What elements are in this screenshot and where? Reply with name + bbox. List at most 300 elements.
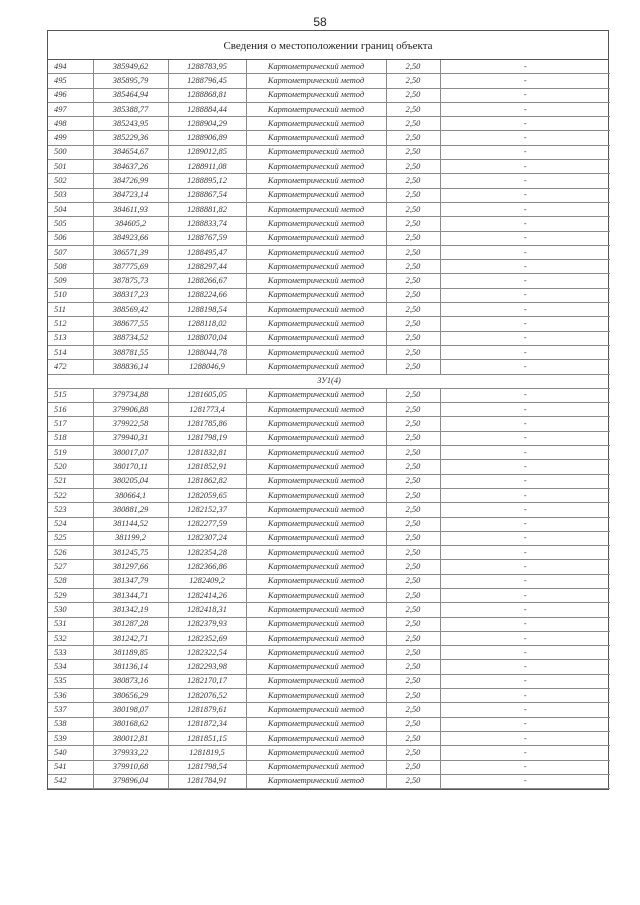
description: - xyxy=(440,703,610,717)
point-number: 497 xyxy=(48,102,93,116)
method: Картометрический метод xyxy=(246,331,386,345)
description: - xyxy=(440,131,610,145)
point-number: 529 xyxy=(48,588,93,602)
description: - xyxy=(440,403,610,417)
coord-y: 1288198,54 xyxy=(168,303,246,317)
table-row xyxy=(48,160,610,174)
description: - xyxy=(440,74,610,88)
method: Картометрический метод xyxy=(246,388,386,402)
coord-y: 1288046,9 xyxy=(168,360,246,374)
table-row xyxy=(48,646,610,660)
coord-x: 385229,36 xyxy=(93,131,168,145)
point-number: 524 xyxy=(48,517,93,531)
method: Картометрический метод xyxy=(246,145,386,159)
method: Картометрический метод xyxy=(246,288,386,302)
point-number: 521 xyxy=(48,474,93,488)
point-number: 533 xyxy=(48,646,93,660)
table-row xyxy=(48,660,610,674)
description: - xyxy=(440,546,610,560)
method: Картометрический метод xyxy=(246,646,386,660)
description: - xyxy=(440,731,610,745)
method: Картометрический метод xyxy=(246,88,386,102)
method: Картометрический метод xyxy=(246,360,386,374)
coord-x: 387875,73 xyxy=(93,274,168,288)
accuracy: 2,50 xyxy=(386,60,440,74)
table-row xyxy=(48,417,610,431)
point-number: 513 xyxy=(48,331,93,345)
coord-x: 381242,71 xyxy=(93,631,168,645)
method: Картометрический метод xyxy=(246,446,386,460)
accuracy: 2,50 xyxy=(386,303,440,317)
table-row xyxy=(48,460,610,474)
coord-x: 386571,39 xyxy=(93,245,168,259)
table-row xyxy=(48,488,610,502)
table-row xyxy=(48,360,610,374)
point-number: 538 xyxy=(48,717,93,731)
point-number: 539 xyxy=(48,731,93,745)
coord-y: 1281605,05 xyxy=(168,388,246,402)
method: Картометрический метод xyxy=(246,746,386,760)
accuracy: 2,50 xyxy=(386,117,440,131)
point-number: 531 xyxy=(48,617,93,631)
description: - xyxy=(440,145,610,159)
point-number: 519 xyxy=(48,446,93,460)
accuracy: 2,50 xyxy=(386,746,440,760)
description: - xyxy=(440,488,610,502)
description: - xyxy=(440,188,610,202)
method: Картометрический метод xyxy=(246,174,386,188)
coord-x: 384723,14 xyxy=(93,188,168,202)
description: - xyxy=(440,260,610,274)
point-number: 530 xyxy=(48,603,93,617)
coord-y: 1288070,04 xyxy=(168,331,246,345)
coord-x: 384654,67 xyxy=(93,145,168,159)
coord-x: 380012,81 xyxy=(93,731,168,745)
coord-y: 1281872,34 xyxy=(168,717,246,731)
accuracy: 2,50 xyxy=(386,546,440,560)
accuracy: 2,50 xyxy=(386,689,440,703)
table-body-bottom xyxy=(48,388,610,788)
method: Картометрический метод xyxy=(246,431,386,445)
point-number: 472 xyxy=(48,360,93,374)
description: - xyxy=(440,446,610,460)
coord-x: 384605,2 xyxy=(93,217,168,231)
point-number: 532 xyxy=(48,631,93,645)
accuracy: 2,50 xyxy=(386,474,440,488)
table-row xyxy=(48,403,610,417)
coord-y: 1282418,31 xyxy=(168,603,246,617)
table-row xyxy=(48,245,610,259)
method: Картометрический метод xyxy=(246,731,386,745)
description: - xyxy=(440,517,610,531)
coord-y: 1288767,59 xyxy=(168,231,246,245)
method: Картометрический метод xyxy=(246,517,386,531)
boundary-table-sheet xyxy=(47,30,609,790)
point-number: 495 xyxy=(48,74,93,88)
table-row xyxy=(48,145,610,159)
accuracy: 2,50 xyxy=(386,274,440,288)
point-number: 540 xyxy=(48,746,93,760)
table-row xyxy=(48,231,610,245)
accuracy: 2,50 xyxy=(386,660,440,674)
table-row xyxy=(48,331,610,345)
accuracy: 2,50 xyxy=(386,603,440,617)
table-row xyxy=(48,703,610,717)
coord-y: 1282352,69 xyxy=(168,631,246,645)
coord-y: 1281773,4 xyxy=(168,403,246,417)
accuracy: 2,50 xyxy=(386,460,440,474)
page-number: 58 xyxy=(313,15,327,29)
coord-x: 387775,69 xyxy=(93,260,168,274)
accuracy: 2,50 xyxy=(386,531,440,545)
coord-x: 381344,71 xyxy=(93,588,168,602)
coord-x: 379734,88 xyxy=(93,388,168,402)
coord-x: 388569,42 xyxy=(93,303,168,317)
coord-x: 380873,16 xyxy=(93,674,168,688)
description: - xyxy=(440,345,610,359)
description: - xyxy=(440,431,610,445)
table-row xyxy=(48,303,610,317)
table-row xyxy=(48,531,610,545)
accuracy: 2,50 xyxy=(386,102,440,116)
table-row xyxy=(48,546,610,560)
description: - xyxy=(440,102,610,116)
point-number: 526 xyxy=(48,546,93,560)
point-number: 506 xyxy=(48,231,93,245)
point-number: 535 xyxy=(48,674,93,688)
point-number: 522 xyxy=(48,488,93,502)
method: Картометрический метод xyxy=(246,317,386,331)
table-row xyxy=(48,260,610,274)
coord-y: 1282307,24 xyxy=(168,531,246,545)
point-number: 527 xyxy=(48,560,93,574)
coord-y: 1281798,54 xyxy=(168,760,246,774)
accuracy: 2,50 xyxy=(386,517,440,531)
accuracy: 2,50 xyxy=(386,446,440,460)
point-number: 507 xyxy=(48,245,93,259)
method: Картометрический метод xyxy=(246,260,386,274)
method: Картометрический метод xyxy=(246,546,386,560)
coord-y: 1288266,67 xyxy=(168,274,246,288)
method: Картометрический метод xyxy=(246,760,386,774)
point-number: 512 xyxy=(48,317,93,331)
coord-x: 380170,11 xyxy=(93,460,168,474)
coord-y: 1289012,85 xyxy=(168,145,246,159)
point-number: 516 xyxy=(48,403,93,417)
description: - xyxy=(440,660,610,674)
coord-y: 1288495,47 xyxy=(168,245,246,259)
coord-x: 388317,23 xyxy=(93,288,168,302)
coord-y: 1281832,81 xyxy=(168,446,246,460)
coord-y: 1288911,08 xyxy=(168,160,246,174)
coord-y: 1288224,66 xyxy=(168,288,246,302)
accuracy: 2,50 xyxy=(386,345,440,359)
accuracy: 2,50 xyxy=(386,731,440,745)
table-row xyxy=(48,674,610,688)
coord-y: 1282414,26 xyxy=(168,588,246,602)
description: - xyxy=(440,245,610,259)
table-row xyxy=(48,117,610,131)
table-row xyxy=(48,102,610,116)
description: - xyxy=(440,503,610,517)
method: Картометрический метод xyxy=(246,160,386,174)
description: - xyxy=(440,689,610,703)
table-row xyxy=(48,503,610,517)
accuracy: 2,50 xyxy=(386,131,440,145)
point-number: 494 xyxy=(48,60,93,74)
description: - xyxy=(440,717,610,731)
coord-y: 1282277,59 xyxy=(168,517,246,531)
section-header-group xyxy=(48,374,610,388)
table-row xyxy=(48,74,610,88)
coord-y: 1282059,65 xyxy=(168,488,246,502)
description: - xyxy=(440,746,610,760)
point-number: 517 xyxy=(48,417,93,431)
table-row xyxy=(48,588,610,602)
table-row xyxy=(48,446,610,460)
table-row xyxy=(48,717,610,731)
point-number: 534 xyxy=(48,660,93,674)
method: Картометрический метод xyxy=(246,274,386,288)
table-row xyxy=(48,202,610,216)
accuracy: 2,50 xyxy=(386,360,440,374)
method: Картометрический метод xyxy=(246,60,386,74)
description: - xyxy=(440,603,610,617)
coord-x: 381297,66 xyxy=(93,560,168,574)
description: - xyxy=(440,617,610,631)
table-row xyxy=(48,388,610,402)
table-row xyxy=(48,60,610,74)
description: - xyxy=(440,674,610,688)
point-number: 520 xyxy=(48,460,93,474)
coord-y: 1288895,12 xyxy=(168,174,246,188)
point-number: 501 xyxy=(48,160,93,174)
coord-y: 1288884,44 xyxy=(168,102,246,116)
method: Картометрический метод xyxy=(246,303,386,317)
accuracy: 2,50 xyxy=(386,388,440,402)
accuracy: 2,50 xyxy=(386,317,440,331)
coord-y: 1281862,82 xyxy=(168,474,246,488)
section-label: ЗУ1(4) xyxy=(48,374,610,388)
accuracy: 2,50 xyxy=(386,88,440,102)
description: - xyxy=(440,317,610,331)
point-number: 525 xyxy=(48,531,93,545)
method: Картометрический метод xyxy=(246,217,386,231)
point-number: 503 xyxy=(48,188,93,202)
table-row xyxy=(48,760,610,774)
coord-y: 1282409,2 xyxy=(168,574,246,588)
point-number: 505 xyxy=(48,217,93,231)
accuracy: 2,50 xyxy=(386,646,440,660)
coord-y: 1281798,19 xyxy=(168,431,246,445)
table-row xyxy=(48,731,610,745)
point-number: 496 xyxy=(48,88,93,102)
coord-y: 1281785,86 xyxy=(168,417,246,431)
point-number: 509 xyxy=(48,274,93,288)
method: Картометрический метод xyxy=(246,403,386,417)
description: - xyxy=(440,631,610,645)
table-body-top xyxy=(48,60,610,374)
accuracy: 2,50 xyxy=(386,160,440,174)
description: - xyxy=(440,474,610,488)
method: Картометрический метод xyxy=(246,774,386,788)
method: Картометрический метод xyxy=(246,131,386,145)
description: - xyxy=(440,360,610,374)
point-number: 511 xyxy=(48,303,93,317)
description: - xyxy=(440,774,610,788)
table-row xyxy=(48,631,610,645)
coord-y: 1282322,54 xyxy=(168,646,246,660)
point-number: 499 xyxy=(48,131,93,145)
coord-x: 388781,55 xyxy=(93,345,168,359)
method: Картометрический метод xyxy=(246,102,386,116)
description: - xyxy=(440,60,610,74)
accuracy: 2,50 xyxy=(386,503,440,517)
method: Картометрический метод xyxy=(246,202,386,216)
method: Картометрический метод xyxy=(246,603,386,617)
coord-y: 1282152,37 xyxy=(168,503,246,517)
coord-x: 380198,07 xyxy=(93,703,168,717)
description: - xyxy=(440,460,610,474)
method: Картометрический метод xyxy=(246,674,386,688)
description: - xyxy=(440,646,610,660)
table-row xyxy=(48,617,610,631)
accuracy: 2,50 xyxy=(386,217,440,231)
coord-x: 380205,04 xyxy=(93,474,168,488)
point-number: 502 xyxy=(48,174,93,188)
accuracy: 2,50 xyxy=(386,703,440,717)
description: - xyxy=(440,303,610,317)
table-row xyxy=(48,188,610,202)
coord-x: 388836,14 xyxy=(93,360,168,374)
point-number: 518 xyxy=(48,431,93,445)
coord-y: 1281852,91 xyxy=(168,460,246,474)
coord-y: 1288904,29 xyxy=(168,117,246,131)
description: - xyxy=(440,574,610,588)
table-row xyxy=(48,217,610,231)
accuracy: 2,50 xyxy=(386,145,440,159)
coord-x: 380881,29 xyxy=(93,503,168,517)
point-number: 498 xyxy=(48,117,93,131)
description: - xyxy=(440,274,610,288)
accuracy: 2,50 xyxy=(386,260,440,274)
coord-x: 381136,14 xyxy=(93,660,168,674)
coord-y: 1288783,95 xyxy=(168,60,246,74)
description: - xyxy=(440,217,610,231)
accuracy: 2,50 xyxy=(386,560,440,574)
accuracy: 2,50 xyxy=(386,417,440,431)
accuracy: 2,50 xyxy=(386,431,440,445)
accuracy: 2,50 xyxy=(386,617,440,631)
coord-y: 1282076,52 xyxy=(168,689,246,703)
coord-x: 384637,26 xyxy=(93,160,168,174)
description: - xyxy=(440,231,610,245)
table-row xyxy=(48,603,610,617)
table-row xyxy=(48,317,610,331)
method: Картометрический метод xyxy=(246,74,386,88)
point-number: 510 xyxy=(48,288,93,302)
method: Картометрический метод xyxy=(246,631,386,645)
point-number: 514 xyxy=(48,345,93,359)
table-row xyxy=(48,474,610,488)
accuracy: 2,50 xyxy=(386,74,440,88)
coord-x: 388677,55 xyxy=(93,317,168,331)
coord-y: 1288906,89 xyxy=(168,131,246,145)
coord-x: 380168,62 xyxy=(93,717,168,731)
coord-y: 1288833,74 xyxy=(168,217,246,231)
coord-y: 1281879,61 xyxy=(168,703,246,717)
coord-y: 1281784,91 xyxy=(168,774,246,788)
coord-x: 381245,75 xyxy=(93,546,168,560)
point-number: 542 xyxy=(48,774,93,788)
method: Картометрический метод xyxy=(246,660,386,674)
method: Картометрический метод xyxy=(246,717,386,731)
method: Картометрический метод xyxy=(246,188,386,202)
coord-y: 1281819,5 xyxy=(168,746,246,760)
accuracy: 2,50 xyxy=(386,774,440,788)
coord-x: 380656,29 xyxy=(93,689,168,703)
method: Картометрический метод xyxy=(246,417,386,431)
method: Картометрический метод xyxy=(246,474,386,488)
coord-x: 381144,52 xyxy=(93,517,168,531)
table-row xyxy=(48,774,610,788)
method: Картометрический метод xyxy=(246,531,386,545)
description: - xyxy=(440,531,610,545)
table-row xyxy=(48,431,610,445)
coord-y: 1282379,93 xyxy=(168,617,246,631)
method: Картометрический метод xyxy=(246,703,386,717)
coord-x: 381199,2 xyxy=(93,531,168,545)
coord-x: 381189,85 xyxy=(93,646,168,660)
accuracy: 2,50 xyxy=(386,674,440,688)
point-number: 500 xyxy=(48,145,93,159)
coord-x: 379922,58 xyxy=(93,417,168,431)
coord-x: 379896,04 xyxy=(93,774,168,788)
table-row xyxy=(48,574,610,588)
table-row xyxy=(48,174,610,188)
accuracy: 2,50 xyxy=(386,574,440,588)
coord-y: 1288044,78 xyxy=(168,345,246,359)
description: - xyxy=(440,202,610,216)
method: Картометрический метод xyxy=(246,588,386,602)
table-row xyxy=(48,746,610,760)
method: Картометрический метод xyxy=(246,231,386,245)
coord-x: 388734,52 xyxy=(93,331,168,345)
point-number: 515 xyxy=(48,388,93,402)
accuracy: 2,50 xyxy=(386,631,440,645)
coordinates-table xyxy=(48,60,610,789)
method: Картометрический метод xyxy=(246,345,386,359)
description: - xyxy=(440,417,610,431)
coord-x: 380664,1 xyxy=(93,488,168,502)
method: Картометрический метод xyxy=(246,617,386,631)
coord-y: 1288867,54 xyxy=(168,188,246,202)
point-number: 541 xyxy=(48,760,93,774)
description: - xyxy=(440,174,610,188)
coord-x: 381287,28 xyxy=(93,617,168,631)
coord-x: 379933,22 xyxy=(93,746,168,760)
coord-x: 384611,93 xyxy=(93,202,168,216)
description: - xyxy=(440,160,610,174)
coord-x: 385949,62 xyxy=(93,60,168,74)
description: - xyxy=(440,560,610,574)
table-row xyxy=(48,274,610,288)
point-number: 504 xyxy=(48,202,93,216)
description: - xyxy=(440,760,610,774)
accuracy: 2,50 xyxy=(386,202,440,216)
coord-y: 1288297,44 xyxy=(168,260,246,274)
method: Картометрический метод xyxy=(246,503,386,517)
